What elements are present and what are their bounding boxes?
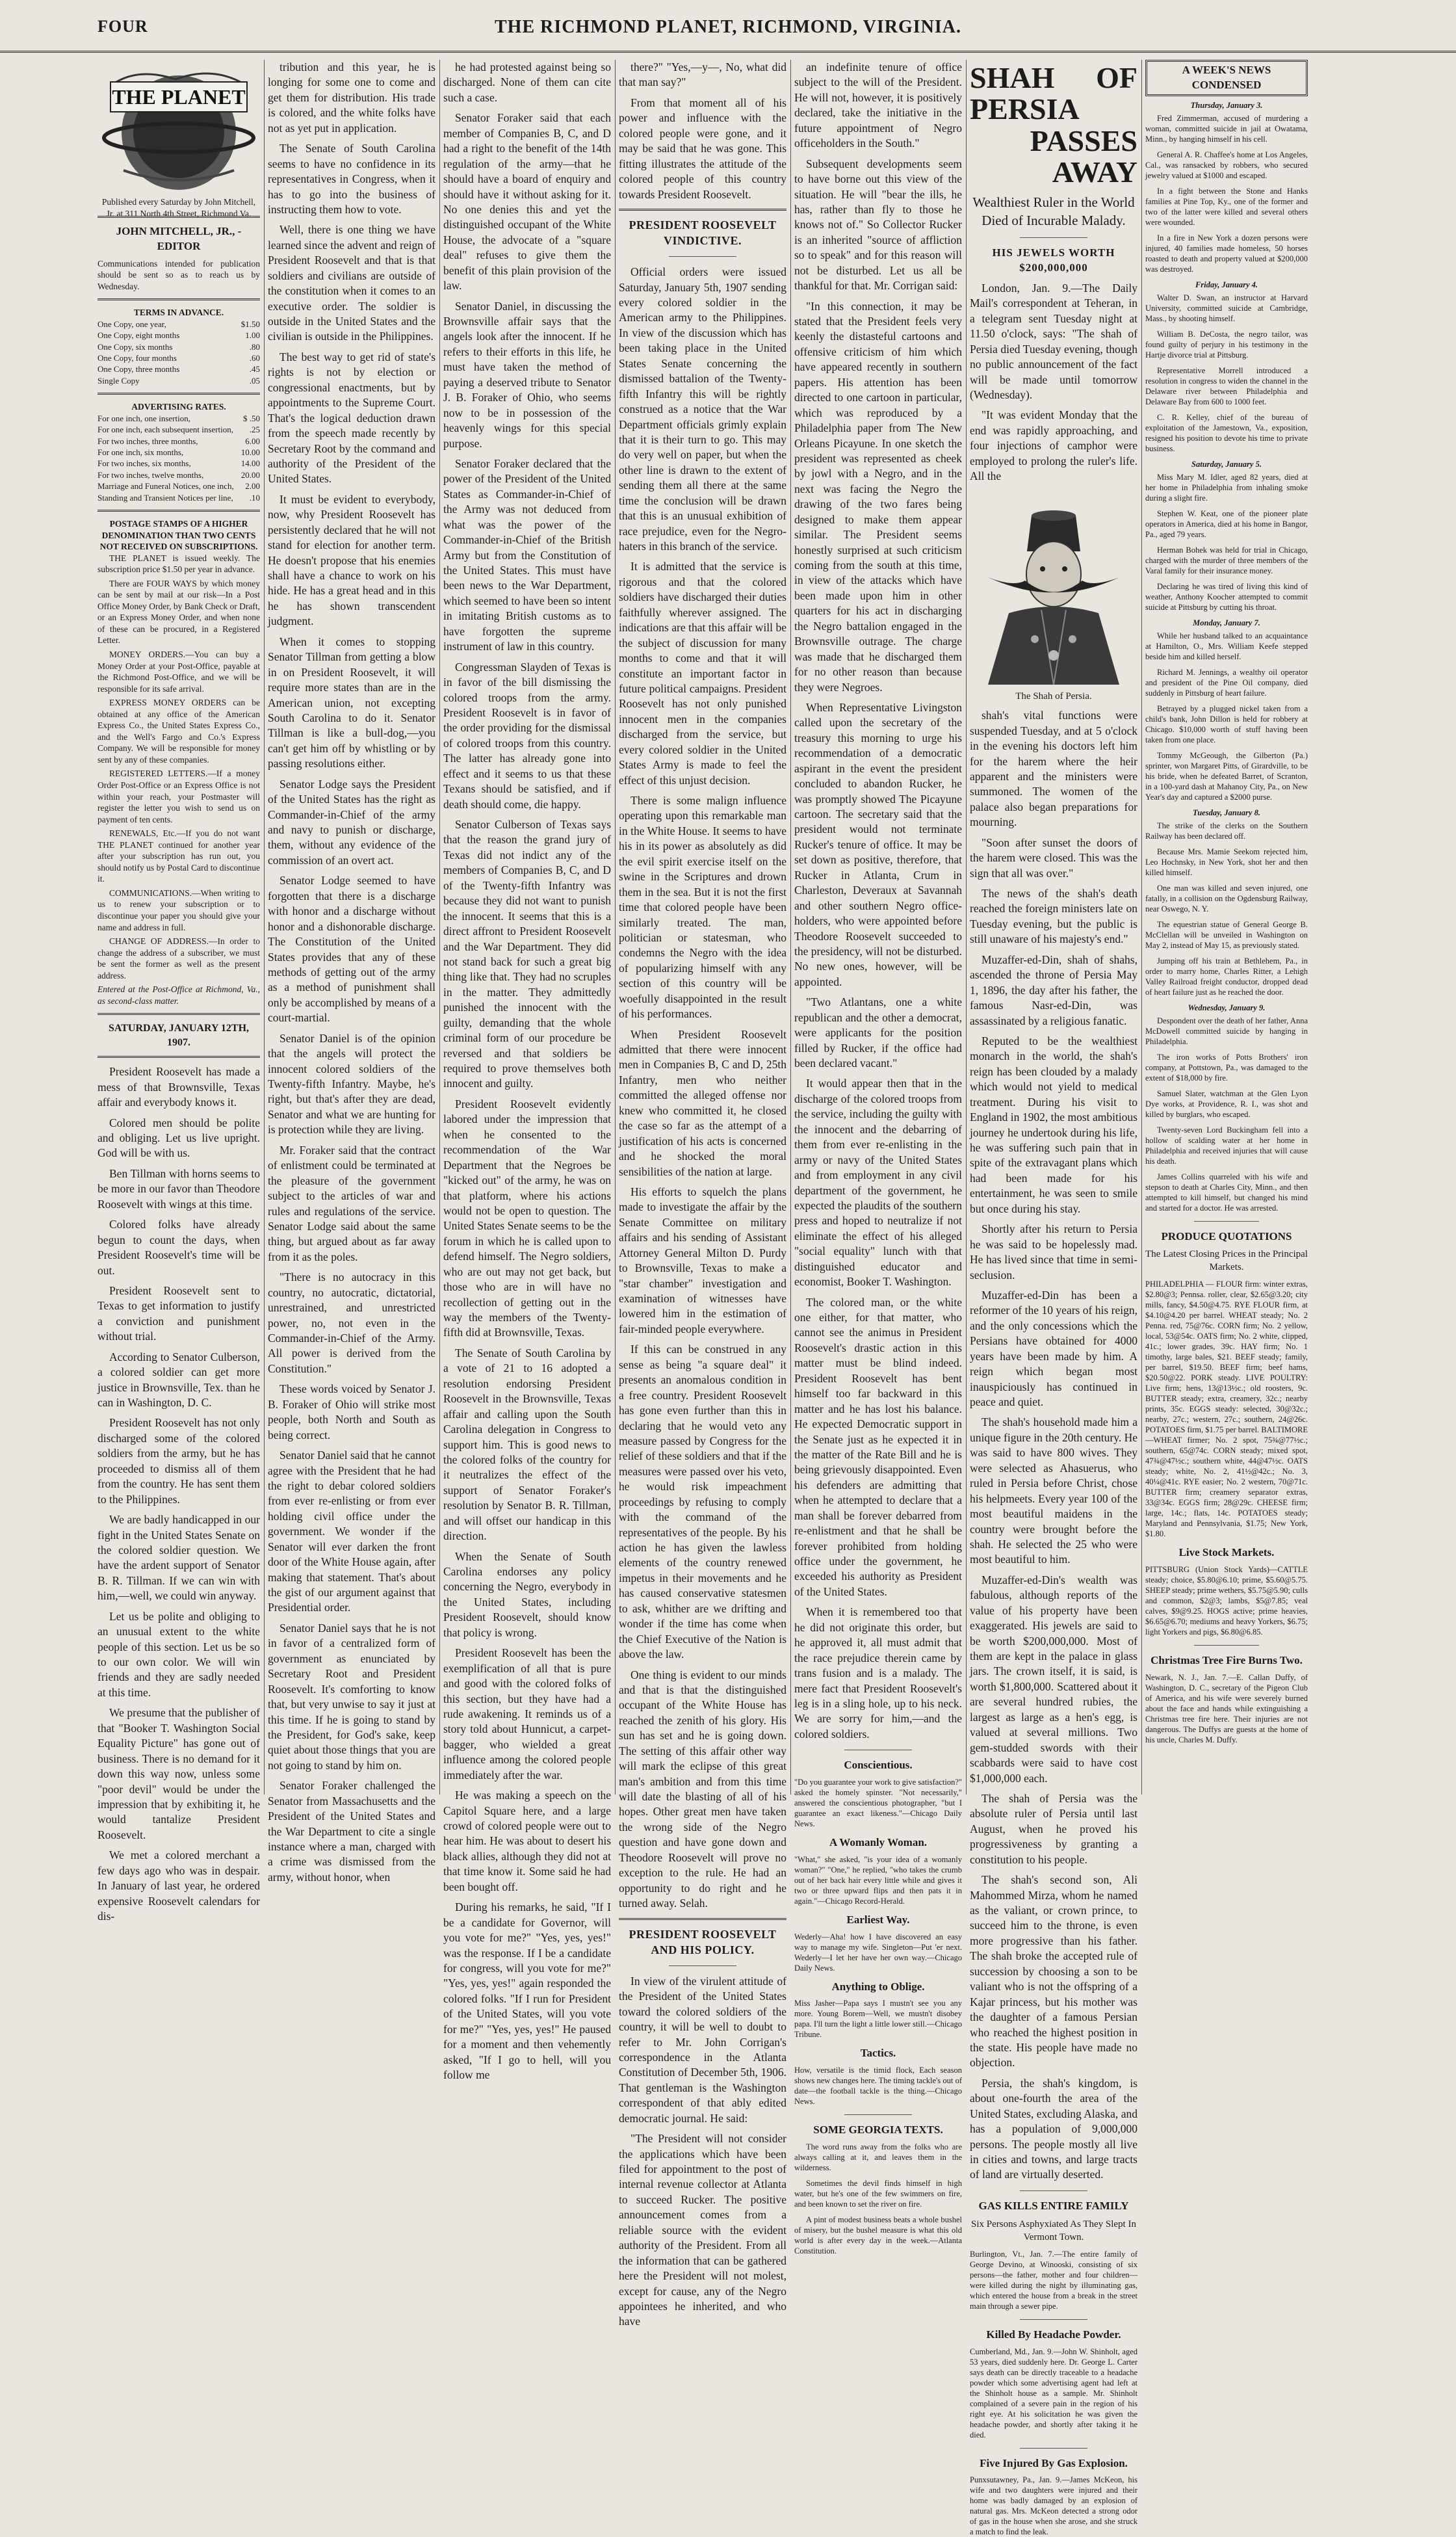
paragraph: Colored men should be polite and obliging. Let us live upright. God will be with us.	[98, 1116, 260, 1160]
shah-subdeck: HIS JEWELS WORTH $200,000,000	[992, 246, 1115, 274]
paragraph: Miss Mary M. Idler, aged 82 years, died at her home in Philadelphia from inhaling smoke during a slight fire.	[1145, 472, 1308, 503]
item-text: "Do you guarantee your work to give satisfaction?" asked the homely spinster. "Not necessarily," answered the conscientious photographer, "but I guarantee an exact likeness."—Chicago Daily News.	[794, 1778, 962, 1829]
column-7	[1145, 60, 1308, 1794]
produce-deck: The Latest Closing Prices in the Principal Markets.	[1145, 1249, 1308, 1273]
news-day-heading: Wednesday, January 9.	[1188, 1003, 1266, 1012]
headline-vindictive: PRESIDENT ROOSEVELT VINDICTIVE.	[629, 218, 777, 248]
paragraph: Muzaffer-ed-Din, shah of shahs, ascended the throne of Persia May 1, 1896, the day after his father, the famous Nasr-ed-Din, was assassinated by a religious fanatic.	[970, 953, 1138, 1027]
paragraph: James Collins quarreled with his wife and stepson to death at Charles City, Minn., and then attempted to kill himself, but changed his mind and started for a doctor. He was arrested.	[1145, 1172, 1308, 1213]
paragraph: Senator Daniel said that he cannot agree with the President that he had the right to debar colored soldiers from ever re-enlisting or from ever holding civil office under the government. We wonder if the Senator will ever darken the front door of the White House again, after making that statement. That's about the gist of our argument against that Presidential order.	[268, 1449, 436, 1614]
news-day-heading: Saturday, January 5.	[1191, 459, 1262, 469]
paragraph: an indefinite tenure of office subject to the will of the President. He will not, however, it is positively declared, take the initiative in the future appointment of Negro officeholders in the South."	[794, 60, 962, 150]
paragraph: Muzaffer-ed-Din's wealth was fabulous, although reports of the value of his property have been exaggerated. His jewels are said to be worth $200,000,000. Most of them are kept in the palace in glass jars. The crown itself, it is said, is worth $1,800,000. Scattered about it are several hundred rubies, the largest as large as a hen's egg, is valued at several millions. Two gem-studded swords with their scabbards were said to have cost $1,000,000 each.	[970, 1573, 1138, 1785]
rate-label: For one inch, each subsequent insertion,	[98, 425, 234, 435]
paragraph: A pint of modest business beats a whole bushel of misery, but the bushel measure is what this old world is after every day in the week.—Atlanta Constitution.	[794, 2215, 962, 2255]
rate-value: 2.00	[245, 481, 260, 492]
rate-value: .45	[249, 364, 260, 375]
column-rule	[966, 60, 967, 1794]
paragraph: We presume that the publisher of that "Booker T. Washington Social Equality Picture" has gone out of business. There is no demand for it down this way now, unless some "poor devil" would be under the impression that by exhibiting it, he would tantalize President Roosevelt.	[98, 1706, 260, 1841]
paragraph: tribution and this year, he is longing for some one to come and get them for distribution. His trade is colored, and the white folks have not as yet put in application.	[268, 60, 436, 135]
rate-value: 1.00	[245, 330, 260, 341]
paragraph: He was making a speech on the Capitol Square here, and a large crowd of colored people were out to hear him. He was about to desert his black allies, although they did not at that time know it. Some said he had been bought off.	[443, 1789, 611, 1893]
shah-headline	[970, 62, 1138, 188]
paragraph: Official orders were issued Saturday, January 5th, 1907 sending every colored soldier in the American army to the Philippines. In view of the discussion which has been taking place in the United States Senate concerning the dismissed battalion of the Twenty-fifth Infantry this will be rightly construed as a notice that the War Department officials grimly explain that it is their turn to go. This may do very well on paper, but when the other line is drawn to the extent of sending them all there at the same time the conclusion will be drawn that this is an unusual exhibition of race prejudice, even for the Negro-haters in this branch of the service.	[619, 265, 786, 553]
paragraph: MONEY ORDERS.—You can buy a Money Order at your Post-Office, payable at the Richmond Post-Office, and we will be responsible for its safe arrival.	[98, 649, 260, 694]
paragraph: Tommy McGeough, the Gilberton (Pa.) sprinter, won Margaret Pitts, of Girardville, to be his bride, when he defeated Barret, of Scranton, in a 100-yard dash at Mahanoy City, Pa., on New Year's day and captured a $2000 purse.	[1145, 750, 1308, 802]
paragraph: Richard M. Jennings, a wealthy oil operator and president of the Pine Oil company, died suddenly in Pittsburg of heart failure.	[1145, 667, 1308, 698]
paragraph: President Roosevelt has been the exemplification of all that is pure and good with the colored folks of this section, but they have had a rude awakening. It reminds us of a story told about Hunnicut, a carpet-bagger, who wielded a great influence among the colored people immediately after the war.	[443, 1646, 611, 1781]
portrait-caption: The Shah of Persia.	[1015, 691, 1092, 702]
rate-row	[98, 341, 260, 352]
item-text: Miss Jasher—Papa says I mustn't see you any more. Young Borem—Well, we mustn't disobey papa. I'll turn the light a little lower still.—Chicago Tribune.	[794, 1999, 962, 2040]
paragraph: Representative Morrell introduced a resolution in congress to widen the channel in the Delaware river between Philadelphia and Delaware Bay from 600 to 1000 feet.	[1145, 365, 1308, 406]
paragraph: The best way to get rid of state's rights is not by election or congressional enactments, but by appointments to the Supreme Court. That's the logical deduction drawn from the speech made recently by Secretary Root by the command and authority of the President of the United States.	[268, 350, 436, 486]
rate-row	[98, 447, 260, 458]
paragraph: Subsequent developments seem to have borne out this view of the situation. He will "bear the ills, he has, rather than fly to those he knows not of." So Collector Rucker is an inherited "source of affliction so to speak" and for this reason will not be disturbed. Let us all be thankful for that. Mr. Corrigan said:	[794, 157, 962, 293]
column-rule	[790, 60, 791, 1794]
paragraph: "It was evident Monday that the end was rapidly approaching, and four injections of camphor were employed to prolong the ruler's life. All the	[970, 408, 1138, 483]
paragraph: "Soon after sunset the doors of the harem were closed. This was the sign that all was over."	[970, 835, 1138, 880]
column-2	[268, 60, 436, 1884]
editor-line: JOHN MITCHELL, JR., - EDITOR	[116, 225, 242, 252]
paragraph: We met a colored merchant a few days ago who was in despair. In January of last year, he ordered expensive Roosevelt calendars for dis-	[98, 1848, 260, 1923]
paragraph: It must be evident to everybody, now, why President Roosevelt has persistently declared that he will not stand for election for another term. He doesn't propose that his enemies shall have a chance to work on his hide. He has a great head and in this he has shown transcendent judgment.	[268, 492, 436, 628]
paragraph: The word runs away from the folks who are always calling at it, and leaves them in the wilderness.	[794, 2142, 962, 2172]
postage-notice: POSTAGE STAMPS OF A HIGHER DENOMINATION THAN TWO CENTS NOT RECEIVED ON SUBSCRIPTIONS.	[99, 518, 258, 552]
planet-logo	[98, 60, 260, 196]
column-rule	[1141, 60, 1142, 1794]
rate-value: $1.50	[240, 319, 260, 329]
paragraph: Colored folks have already begun to count the days, when President Roosevelt's time will be out.	[98, 1218, 260, 1277]
paragraph: Betrayed by a plugged nickel taken from a child's bank, John Dillon is held for robbery at Chicago. $10,000 worth of stuff having been taken from one place.	[1145, 703, 1308, 744]
paragraph: When the Senate of South Carolina endorses any policy concerning the Negro, everybody in the United States, including President Roosevelt, should know that policy is wrong.	[443, 1549, 611, 1639]
rate-row	[98, 424, 260, 435]
paragraph: Herman Bohek was held for trial in Chicago, charged with the murder of three members of the Varal family for their insurance money.	[1145, 545, 1308, 575]
page-header	[0, 0, 1456, 53]
news-day-heading: Friday, January 4.	[1195, 280, 1258, 289]
paragraph: William B. DeCosta, the negro tailor, was found guilty of perjury in his testimony in the Hartje divorce trial at Pittsburg.	[1145, 329, 1308, 360]
paragraph: Mr. Foraker said that the contract of enlistment could be terminated at the pleasure of the government subject to the articles of war and rules and regulations of the service. Senator Lodge said about the same thing, but argued about as far away from it as the poles.	[268, 1143, 436, 1263]
paragraph: shah's vital functions were suspended Tuesday, and at 5 o'clock in the evening his doctors left him for the harem where the heir apparent and the ministers were summoned. The women of the palace also began preparations for mourning.	[970, 709, 1138, 829]
item-title: Anything to Oblige.	[831, 1980, 925, 1993]
paragraph: Senator Lodge seemed to have forgotten that there is a discharge with honor and a discharge without honor and a dishonorable discharge. The Constitution of the United States provides that any of these methods of getting out of the army as a method of punishment shall only be accomplished by means of a court-martial.	[268, 874, 436, 1025]
paragraph: When it comes to stopping Senator Tillman from getting a blow in on President Roosevelt, it will require more states than are in the American union, not excepting South Carolina to do it. Senator Tillman is like a bull-dog,—you can't get him off by whistling or by passing resolutions either.	[268, 635, 436, 770]
paragraph: Congressman Slayden of Texas is in favor of the bill dismissing the colored troops from the army. President Roosevelt is in favor of the order providing for the dismissal of colored troops from this country. The latter has already gone into effect and it seems to us that these Texans should be satisfied, and if death should come, die happy.	[443, 660, 611, 811]
paragraph: "In this connection, it may be stated that the President feels very keenly the distasteful cartoons and offensive criticism of him which have appeared recently in southern papers. His attention has been directed to one cartoon in particular, which was reproduced by a Philadelphia paper from The New Orleans Picayune. In one sketch the president was represented as cheek by jowl with a Negro, and in the next was facing the Negro the drawing of the two fares being designed to make them appear similar. The President seems honestly surprised at such criticism coming from the south at this time, in view of the attacks which have been made upon him in other quarters for his act in discharging the Negro battalion engaged in the Brownsville outrage. The charge was made that he discharged them for no other reason than because they were Negroes.	[794, 299, 962, 694]
paragraph: Well, there is one thing we have learned since the advent and reign of President Roosevelt and that is that soldiers and civilians are outside of the constitution when it comes to an executive order. The soldier is outside in the United States and the civilian is outside in the Philippines.	[268, 223, 436, 343]
rate-value: .10	[249, 492, 260, 503]
column-5	[794, 60, 962, 2255]
rate-value: 14.00	[240, 458, 260, 469]
column-rule	[264, 60, 265, 1794]
paragraph: From that moment all of his power and influence with the colored people were gone, and it may be said that he was gone. This fitting illustrates the attitude of the colored people of this country towards President Roosevelt.	[619, 96, 786, 201]
item-text: How, versatile is the timid flock, Each season shows new changes here. The timing tackle's out of date—the football tackle is the thing.—Chicago News.	[794, 2066, 962, 2107]
rate-row	[98, 330, 260, 341]
paragraph: "The President will not consider the applications which have been filed for appointment to the post of internal revenue collector at Atlanta to succeed Rucker. The positive announcement comes from a reliable source with the evident authority of the President. From all the information that can be gathered here the President will not molest, except for cause, any of the Negro appointees he inherited, and who have	[619, 2132, 786, 2328]
produce-title: PRODUCE QUOTATIONS	[1161, 1229, 1292, 1242]
gas-story: Burlington, Vt., Jan. 7.—The entire family of George Devino, at Winooski, consisting of six persons—the father, mother and four children—were killed during the night by illuminating gas, which entered the house from a break in the street main through a sewer pipe.	[970, 2249, 1138, 2311]
advertising-table	[98, 413, 260, 503]
paragraph: Shortly after his return to Persia he was said to be hopelessly mad. He has lived since that time in semi-seclusion.	[970, 1222, 1138, 1282]
rate-row	[98, 436, 260, 447]
paragraph: Walter D. Swan, an instructor at Harvard University, committed suicide at Cambridge, Mass., by shooting himself.	[1145, 293, 1308, 323]
paragraph: Twenty-seven Lord Buckingham fell into a hollow of scalding water at her home in Philadelphia and received injuries that will cause his death.	[1145, 1125, 1308, 1166]
livestock-text: PITTSBURG (Union Stock Yards)—CATTLE steady; choice, $5.80@6.10; prime, $5.60@5.75. SHEEP steady; prime wethers, $5.75@5.90; culls and common, $2@3; lambs, $5@7.85; veal calves, $9@9.25. HOGS active; prime heavies, $6.65@6.70; mediums and heavy Yorkers, $6.75; light Yorkers and pigs, $6.80@6.85.	[1145, 1565, 1308, 1637]
column-3	[443, 60, 611, 2081]
item-text: Wederly—Aha! how I have discovered an easy way to manage my wife. Singleton—Put 'er next. Wederly—I let her have her own way.—Chicago Daily News.	[794, 1932, 962, 1973]
paragraph: "There is no autocracy in this country, no autocratic, dictatorial, unrestrained, and unrestricted power, no, not even in the Commander-in-Chief of the Army. All power is derived from the Constitution."	[268, 1270, 436, 1375]
headline-line-1: SHAH OF PERSIA	[970, 61, 1138, 126]
news-day-heading: Monday, January 7.	[1193, 618, 1260, 627]
rate-value: 20.00	[240, 469, 260, 480]
paragraph: The Senate of South Carolina by a vote of 21 to 16 adopted a resolution endorsing President Roosevelt in the Brownsville, Texas affair and calling upon the South Carolina delegation in Congress to support him. This is good news to the colored folks of the country for it neutralizes the effect of the support of Senator Foraker's resolution by Senator B. R. Tillman, and will offset our handicap in this direction.	[443, 1346, 611, 1543]
livestock-title: Live Stock Markets.	[1178, 1546, 1275, 1559]
paragraph: Fred Zimmerman, accused of murdering a woman, committed suicide in jail at Owatama, Minn., by hanging himself in his cell.	[1145, 113, 1308, 144]
rate-value: .25	[249, 425, 260, 435]
column-rule	[615, 60, 616, 1794]
news-day-heading: Thursday, January 3.	[1190, 100, 1263, 110]
paragraph: The news of the shah's death reached the foreign ministers late on Tuesday evening, but the public is still unaware of his majesty's end."	[970, 887, 1138, 946]
rate-label: Single Copy	[98, 375, 140, 386]
paragraph: It is admitted that the service is rigorous and that the colored soldiers have discharged their duties faithfully wherever assigned. The indications are that this affair will be the subject of discussion for many months to come and that it will constitute an important factor in future political campaigns. President Roosevelt has not only punished innocent men in the companies discharged from the service, but every colored soldier in the United States Army is made to feel the effect of this unjust decision.	[619, 560, 786, 787]
paragraph: Senator Daniel, in discussing the Brownsville affair says that the angels look after the innocent. If he refers to their efforts in this life, he must have taken the method of paying a deserved tribute to Senator J. B. Foraker of Ohio, who seems now to be in possession of the heavenly wings for this special purpose.	[443, 299, 611, 450]
communications-note: Communications intended for publication should be sent so as to reach us by Wednesday.	[98, 258, 260, 291]
terms-title: TERMS IN ADVANCE.	[133, 308, 224, 318]
paragraph: EXPRESS MONEY ORDERS can be obtained at any office of the American Express Co., the United States Express Co., and the Well's Fargo and Co.'s Express Company. We will be responsible for money sent by any of these companies.	[98, 698, 260, 765]
christmas-fire-text: Newark, N. J., Jan. 7.—E. Callan Duffy, of Washington, D. C., secretary of the Pigeon Club of America, and his wife were severely burned about the face and hands while extinguishing a Christmas tree fire here. Their injuries are not dangerous. The Duffys are guests at the home of his uncle, Charles M. Duffy.	[1145, 1673, 1308, 1745]
shah-portrait	[970, 490, 1138, 685]
paragraph: Stephen W. Keat, one of the pioneer plate operators in America, died at his home in Bangor, Pa., aged 79 years.	[1145, 508, 1308, 539]
paragraph: Let us be polite and obliging to an unusual extent to the white people of this section. Let us be so to our own color. We will win friends and they are sadly needed at this time.	[98, 1609, 260, 1699]
paragraph: The shah's household made him a unique figure in the 20th century. He was said to have 800 wives. They were selected as Ahasuerus, who ruled in Persia before Christ, chose his helpmeets. Every year 100 of the most beautiful maidens in the country were brought before the shah. He selected the 25 who were most beautiful to him.	[970, 1415, 1138, 1566]
paragraph: Senator Daniel says that he is not in favor of a centralized form of government as enunciated by Secretary Root and President Roosevelt. It's comforting to know that, but very unwise to say it just at this time. If he is going to stand by the President, for God's sake, keep quiet about those things that you are not going to stand by him on.	[268, 1621, 436, 1772]
paragraph: In a fire in New York a dozen persons were injured, 40 families made homeless, 50 horses roasted to death and property valued at $200,000 was destroyed.	[1145, 233, 1308, 274]
paragraph: In view of the virulent attitude of the President of the United States toward the colored soldiers of the country, it will be well to doubt to refer to Mr. John Corrigan's correspondence in the Atlanta Constitution of December 5th, 1906. That gentleman is the Washington correspondent of that ably edited democratic journal. He said:	[619, 1974, 786, 2125]
page-number: FOUR	[98, 17, 148, 36]
column-6	[970, 60, 1138, 2537]
paragraph: London, Jan. 9.—The Daily Mail's correspondent at Teheran, in a telegram sent Tuesday night at 11.50 o'clock, says: "The shah of Persia died Tuesday evening, though no public announcement of the fact will be made until tomorrow (Wednesday).	[970, 281, 1138, 402]
masthead	[98, 60, 260, 218]
item-title: Conscientious.	[844, 1759, 913, 1772]
paragraph: According to Senator Culberson, a colored soldier can get more justice in Brownsville, Tex. than he can in Washington, D. C.	[98, 1350, 260, 1409]
paragraph: Sometimes the devil finds himself in high water, but he's one of the few swimmers on fire, and been known to set the river on fire.	[794, 2178, 962, 2209]
terms-table	[98, 319, 260, 386]
rate-label: One Copy, one year,	[98, 319, 166, 329]
rate-value: .05	[249, 375, 260, 386]
paragraph: The iron works of Potts Brothers' iron company, at Pottstown, Pa., was damaged to the extent of $18,000 by fire.	[1145, 1052, 1308, 1083]
paragraph: there?" "Yes,—y—, No, what did that man say?"	[619, 60, 786, 89]
headline-policy: PRESIDENT ROOSEVELT AND HIS POLICY.	[629, 1927, 777, 1956]
paragraph: President Roosevelt has made a mess of that Brownsville, Texas affair and everybody knows it.	[98, 1065, 260, 1109]
rate-label: One Copy, six months	[98, 341, 173, 352]
rate-label: Marriage and Funeral Notices, one inch,	[98, 481, 234, 492]
paragraph: While her husband talked to an acquaintance at Hamilton, O., Mrs. William Keefe stepped beside him and killed herself.	[1145, 631, 1308, 661]
paragraph: Jumping off his train at Bethlehem, Pa., in order to marry home, Charles Ritter, a Lehigh Valley Railroad freight conductor, dropped dead of heart failure just as he reached the door.	[1145, 956, 1308, 997]
gas-headline: GAS KILLS ENTIRE FAMILY	[978, 2199, 1129, 2212]
paragraph: His efforts to squelch the plans made to investigate the affair by the Senate Committee on military affairs and his sending of Assistant Attorney General Milton D. Purdy to Brownsville, Texas to make a "star chamber" investigation and examination of witnesses have lowered him in the estimation of fair-minded people everywhere.	[619, 1185, 786, 1335]
entered-notice: Entered at the Post-Office at Richmond, Va., as second-class matter.	[98, 984, 260, 1006]
newspaper-title: THE RICHMOND PLANET, RICHMOND, VIRGINIA.	[494, 17, 961, 37]
paragraph: If this can be construed in any sense as being "a square deal" it presents an anomalous condition in a free country. President Roosevelt has gone even further than this in declaring that he would veto any measure passed by Congress for the relief of these soldiers and that if the measures were passed over his veto, he would risk impeachment proceedings by refusing to comply with the command of the representatives of the people. By his action he has given the lawless elements of the country renewed impetus in their movements and he has caused conservative statesmen to ask, whither are we drifting and wonder if the time has come when the Chief Executive of the Nation is above the law.	[619, 1343, 786, 1661]
rate-label: Standing and Transient Notices per line,	[98, 492, 233, 503]
paragraph: COMMUNICATIONS.—When writing to us to renew your subscription or to discontinue your paper you should give your name and address in full.	[98, 887, 260, 932]
paragraph: One thing is evident to our minds and that is that the distinguished occupant of the White House has reached the zenith of his glory. His sun has set and he is going down. The setting of this affair other way will mark the eclipse of this great man's ambition and from this time will date the blasting of all of his hopes. Other great men have taken the wrong side of the Negro question and have gone down and Theodore Roosevelt will prove no exception to the rule. He had an opportunity to do right and he turned away. Selah.	[619, 1668, 786, 1910]
column-4	[619, 60, 786, 2328]
rate-row	[98, 413, 260, 424]
paragraph: "Two Atlantans, one a white republican and the other a democrat, were applicants for the position filled by Rucker, if the office had been declared vacant."	[794, 995, 962, 1070]
paragraph: These words voiced by Senator J. B. Foraker of Ohio will strike most people, both North and South as being correct.	[268, 1382, 436, 1441]
paragraph: The colored man, or the white one either, for that matter, who cannot see the animus in President Roosevelt's drastic action in this matter must be blind indeed. President Roosevelt has bent himself too far backward in this matter and he has lost his balance. He expected Democratic support in the Senate just as he expected it in the matter of the Rate Bill and he is being grievously disappointed. Even his defenders are admitting that when he attempted to declare that a man shall be forever debarred from re-enlistment and that he shall be forever prohibited from holding office under the government, he exceeded his authority as President of the United States.	[794, 1295, 962, 1598]
rate-label: For two inches, six months,	[98, 458, 191, 469]
rate-row	[98, 363, 260, 375]
rate-row	[98, 492, 260, 503]
column-rule	[439, 60, 440, 1794]
headline-line-2: PASSES AWAY	[1030, 124, 1138, 189]
paragraph: When it is remembered too that he did not originate this order, but he approved it, all must admit that the race prejudice therein came by trans fusion and is a malady. The mere fact that President Roosevelt's leg is in a sling hole, up to his neck. We are sorry for him,—and the colored soldiers.	[794, 1605, 962, 1741]
paragraph: There is some malign influence operating upon this remarkable man in the White House. It seems to have his in its power as absolutely as did the evil spirit exercise itself on the swine in the Scriptures and drown them in the sea. But it is not the first time that colored people have been similarly treated. The man, politician or statesman, who condemns the Negro with the idea of popularizing himself with any section of this country will be woefully disappointed in the result of his performances.	[619, 794, 786, 1021]
christmas-fire-title: Christmas Tree Fire Burns Two.	[1150, 1654, 1303, 1667]
headache-story: Cumberland, Md., Jan. 9.—John W. Shinholt, aged 53 years, died suddenly here. Dr. George L. Carter says death can be directly traceable to a headache powder which some advertising agent had left at the Shinholt house as a sample. Mr. Shinholt complained of a severe pain in the region of his right eye. At his solicitation he was given the headache powder, and shortly after taking it he died.	[970, 2346, 1138, 2439]
paragraph: Senator Foraker challenged the Senator from Massachusetts and the President of the United States and the War Department to cite a single instance where a man, charged with a crime was dismissed from the army, without honor, when	[268, 1779, 436, 1884]
paragraph: Because Mrs. Mamie Seekom rejected him, Leo Hochnsky, in New York, shot her and then killed himself.	[1145, 847, 1308, 877]
gas-deck: Six Persons Asphyxiated As They Slept In Vermont Town.	[971, 2218, 1136, 2242]
logo-text: THE PLANET	[112, 85, 246, 109]
rate-row	[98, 352, 260, 363]
produce-text: PHILADELPHIA — FLOUR firm: winter extras, $2.80@3; Pennsa. roller, clear, $2.65@3.20; city mills, fancy, $4.50@4.75. RYE FLOUR firm, at $4.10@4.20 per barrel. WHEAT steady; No. 2 Penna. red, 75@76c. CORN firm; No. 2 yellow, local, 53@54c. OATS firm; No. 2 white, clipped, 41c.; lower grades, 39c. HAY firm; No. 1 timothy, large bales, $21. BEEF steady; family, per barrel, $19.50. BEEF firm; beef hams, $20.50@22. PORK steady. LIVE POULTRY: Live firm; hens, 13@13½c.; old roosters, 9c. BUTTER steady; extra, creamery, 32c.; nearby prints, 35c. EGGS steady: selected, 30@32c.; nearby, 27c.; western, 27c.; southern, 24@26c. POTATOES firm, $1.75 per barrel. BALTIMORE—WHEAT firmer; No. 2 spot, 75¾@77½c.; southern, 65@74c. CORN steady; mixed spot, 47¾@47½c.; southern white, 44@47½c. OATS steady; white, No. 2, 41½@42c.; No. 3, 40¼@41c. RYE easier; No. 2 western, 70@71c. BUTTER firm; creamery separator extras, 33@34c. EGGS firm; 28@29c. CHEESE firm; large, 14c.; flats, 14c. POTATOES steady; Maryland and Pennsylvania, $1.75; New York, $1.80.	[1145, 1280, 1308, 1539]
rate-value: 10.00	[240, 447, 260, 457]
paragraph: The equestrian statue of General George B. McClellan will be unveiled in Washington on May 2, instead of May 15, as previously stated.	[1145, 919, 1308, 950]
paragraph: One man was killed and seven injured, one fatally, in a collision on the Ogdensburg Railway, near Oswego, N. Y.	[1145, 883, 1308, 914]
paragraph: RENEWALS, Etc.—If you do not want THE PLANET continued for another year after your subscription has run out, you should notify us by Postal Card to discontinue it.	[98, 828, 260, 884]
rate-row	[98, 375, 260, 386]
explosion-headline: Five Injured By Gas Explosion.	[980, 2456, 1128, 2469]
paragraph: It would appear then that in the discharge of the colored troops from the service, including the guilty with the innocent and the debarring of them from ever re-enlisting in the army or navy of the United States and from employment in any civil department of the government, he expected the plaudits of the southern press and hoped to neutralize if not eliminate the effect of his alleged "social equality" lunch with that distinguished educator and economist, Booker T. Washington.	[794, 1077, 962, 1289]
paragraph: When President Roosevelt admitted that there were innocent men in Companies B, C and D, 25th Infantry, men who neither committed the alleged offense nor knew who committed it, he closed the case so far as the attempt of a justification of his acts is concerned and he shocked the moral sensibilities of the nation at large.	[619, 1027, 786, 1178]
rate-label: For two inches, three months,	[98, 436, 198, 446]
paragraph: Muzaffer-ed-Din has been a reformer of the 10 years of his reign, and the only concessions which the Persians have obtained for 4000 years have been made by him. A reign which began most inauspiciously has continued in peace and quiet.	[970, 1288, 1138, 1408]
rate-row	[98, 469, 260, 480]
rate-label: One Copy, three months	[98, 364, 180, 375]
paragraph: The strike of the clerks on the Southern Railway has been declared off.	[1145, 821, 1308, 841]
rate-value: .60	[249, 352, 260, 363]
paragraph: During his remarks, he said, "If I be a candidate for Governor, will you vote for me?" "Yes, yes, yes!" was the response. If I be a candidate for congress, will you vote for me?" "Yes, yes, yes!" again responded the colored folks. "If I run for President of the United States, will you vote for me?" "Yes, yes, yes!" He paused for a moment and then vehemently asked, "If I go to hell, will you follow me	[443, 1900, 611, 2081]
paragraph: There are FOUR WAYS by which money can be sent by mail at our risk—In a Post Office Money Order, by Bank Check or Draft, or an Express Money Order, and when none of these can be procured, in a Registered Letter.	[98, 578, 261, 646]
paragraph: CHANGE OF ADDRESS.—In order to change the address of a subscriber, we must be sent the former as well as the present address.	[98, 936, 260, 980]
paragraph: President Roosevelt has not only discharged some of the colored soldiers from the army, but he has proceeded to dismiss all of them from the country. He has sent them to the Philippines.	[98, 1416, 260, 1506]
item-text: "What," she asked, "is your idea of a womanly woman?" "One," he replied, "who takes the crumb out of her back hair every little while and gives it two or three upward flips and then pats it in again."—Chicago Record-Herald.	[794, 1854, 962, 1906]
paragraph: Ben Tillman with horns seems to be more in our favor than Theodore Roosevelt with wings at this time.	[98, 1166, 260, 1211]
paragraph: Declaring he was tired of living this kind of weather, Anthony Koocher attempted to commit suicide at Pittsburg by cutting his throat.	[1145, 581, 1308, 612]
subscription-notices	[98, 553, 260, 982]
item-title: Earliest Way.	[846, 1913, 910, 1926]
headache-headline: Killed By Headache Powder.	[986, 2328, 1121, 2341]
news-condensed-title: A WEEK'S NEWS CONDENSED	[1145, 60, 1308, 96]
rate-label: One Copy, eight months	[98, 330, 180, 341]
paragraph: We are badly handicapped in our fight in the United States Senate on the colored soldier question. We have the ardent support of Senator B. R. Tillman. If we can win with him,—well, we could win anyway.	[98, 1513, 260, 1603]
paragraph: Senator Culberson of Texas says that the reason the grand jury of Texas did not indict any of the members of Companies B, C, and D of the Twenty-fifth Infantry was because they did not want to punish the innocent. It seems that this is a direct affront to President Roosevelt and the War Department. They did not stand back for such a great big thing like that. They had no scruples in the matter. They admittedly punished the innocent with the guilty, demanding that the whole criminal form of our procedure be reversed and that soldiers be required to prove themselves both innocent and guilty.	[443, 818, 611, 1090]
item-title: Tactics.	[860, 2047, 896, 2060]
news-day-heading: Tuesday, January 8.	[1193, 808, 1260, 817]
rate-label: For two inches, twelve months,	[98, 469, 204, 480]
column-1	[98, 60, 261, 1923]
publisher-line: Published every Saturday by John Mitchell, Jr. at 311 North 4th Street, Richmond Va.	[101, 197, 256, 218]
editorial-paragraphs	[98, 1064, 260, 1924]
rate-row	[98, 480, 260, 492]
issue-dateline: SATURDAY, JANUARY 12TH, 1907.	[108, 1023, 250, 1048]
rate-row	[98, 458, 260, 469]
paragraph: President Roosevelt evidently labored under the impression that when he consented to the recommendation of the War Department that the Negroes be "kicked out" of the army, he was on that platform, where his actions would not be open to question. The United States Senate seems to be the forum in which he is called upon to defend himself. The Negro soldiers, who are out may not get back, but those who are in will have no recollection of getting out in the way the members of the Twenty-fifth did at Brownsville, Texas.	[443, 1097, 611, 1339]
rate-label: For one inch, one insertion,	[98, 413, 190, 423]
paragraph: The shah's second son, Ali Mahommed Mirza, whom he named as the valiant, or crown prince, to succeed him to the throne, is even more progressive than his father. The shah broke the accepted rule of succession by choosing a son to be valiant who is not the offspring of a Kajar princess, but his mother was the daughter of a famous Persian who reached the highest position in the state. His people have made no objection.	[970, 1873, 1138, 2070]
item-title: SOME GEORGIA TEXTS.	[813, 2123, 943, 2136]
explosion-story: Punxsutawney, Pa., Jan. 9.—James McKeon, his wife and two daughters were injured and their home was badly damaged by an explosion of natural gas. Mrs. McKeon detected a strong odor of gas in the house when she arose, and she struck a match to find the leak.	[970, 2475, 1138, 2537]
paragraph: Senator Foraker declared that the power of the President of the United States as Commander-in-Chief of the Army was not deduced from what was the power of the Commander-in-Chief of the British Army but from the Constitution of the United States. This must have been news to the War Department, which seemed to have been so intent in imitating British customs as to have forgotten the supreme instrument of law in this country.	[443, 456, 611, 653]
rate-value: 6.00	[245, 436, 260, 446]
paragraph: The shah of Persia was the absolute ruler of Persia until last August, when he proved his progressiveness by granting a constitution to his people.	[970, 1791, 1138, 1866]
paragraph: Senator Daniel is of the opinion that the angels will protect the innocent colored soldiers of the Twenty-fifth Infantry. Maybe, he's right, but that's after they are dead, Senator and what we are hunting for is protection while they are living.	[268, 1031, 436, 1137]
paragraph: When Representative Livingston called upon the secretary of the treasury this morning to urge his recommendation of a democratic aspirant in the event the president concluded to abandon Rucker, he was promptly showed The Picayune cartoon. The secretary said that the president would not terminate Rucker's tenure of office. It may be set down as positive, therefore, that Rucker in Atlanta, Crum in Charleston, Deveraux at Savannah and other southern Negro office-holders, who were appointed before Theodore Roosevelt succeeded to the presidency, will not be disturbed. No new ones, however, will be appointed.	[794, 700, 962, 988]
paragraph: Senator Foraker said that each member of Companies B, C, and D had a right to the benefit of the 14th regulation of the army—that he should have a board of enquiry and should have it without asking for it. No one denies this and yet the distinguished occupant of the White House, the advocate of a "square deal" refuses to give them the benefit of this plain provision of the law.	[443, 111, 611, 293]
paragraph: C. R. Kelley, chief of the bureau of exploitation of the Jamestown, Va., exposition, resigned his position to devote his time to private business.	[1145, 412, 1308, 453]
paragraph: Samuel Slater, watchman at the Glen Lyon Dye works, at Providence, R. I., was shot and killed by burglars, who escaped.	[1145, 1088, 1308, 1119]
rate-value: .80	[249, 341, 260, 352]
shah-deck: Wealthiest Ruler in the World Died of Incurable Malady.	[972, 194, 1135, 229]
paragraph: THE PLANET is issued weekly. The subscription price $1.50 per year in advance.	[98, 553, 260, 575]
item-title: A Womanly Woman.	[829, 1836, 928, 1849]
paragraph: Reputed to be the wealthiest monarch in the world, the shah's reign has been clouded by a malady which would not yield to medical treatment. During his visit to England in 1902, the most ambitious journey he undertook during his life, he was suffering such pain that in spite of the extravagant plans which had been made for his entertainment, he was seen to smile but once during his stay.	[970, 1034, 1138, 1215]
paragraph: The Senate of South Carolina seems to have no confidence in its representatives in Congress, when it has to go into the business of instructing them how to vote.	[268, 142, 436, 216]
advertising-title: ADVERTISING RATES.	[131, 402, 226, 412]
rate-label: For one inch, six months,	[98, 447, 184, 457]
rate-value: $ .50	[243, 413, 260, 423]
paragraph: Persia, the shah's kingdom, is about one-fourth the area of the United States, excluding Alaska, and has a population of 9,000,000 persons. The people mostly all live in cities and towns, and large tracts of land are virtually deserted.	[970, 2076, 1138, 2181]
paragraph: he had protested against being so discharged. None of them can cite such a case.	[443, 60, 611, 104]
paragraph: Despondent over the death of her father, Anna McDowell committed suicide by hanging in Philadelphia.	[1145, 1016, 1308, 1046]
paragraph: General A. R. Chaffee's home at Los Angeles, Cal., was ransacked by robbers, who secured jewelry valued at $1000 and escaped.	[1145, 150, 1308, 180]
rate-label: One Copy, four months	[98, 352, 177, 363]
paragraph: REGISTERED LETTERS.—If a money Order Post-Office or an Express Office is not within your reach, your Postmaster will register the letter you wish to send us on payment of ten cents.	[98, 769, 260, 824]
rate-row	[98, 319, 260, 330]
paragraph: Senator Lodge says the President of the United States has the right as Commander-in-Chief of the army and navy to punish or discharge, them, without any evidence of the commission of an overt act.	[268, 777, 436, 867]
paragraph: President Roosevelt sent to Texas to get information to justify a conviction and punishment without trial.	[98, 1283, 260, 1343]
paragraph: In a fight between the Stone and Hanks families at Pine Top, Ky., one of the former and two of the latter were killed and several others were wounded.	[1145, 186, 1308, 227]
